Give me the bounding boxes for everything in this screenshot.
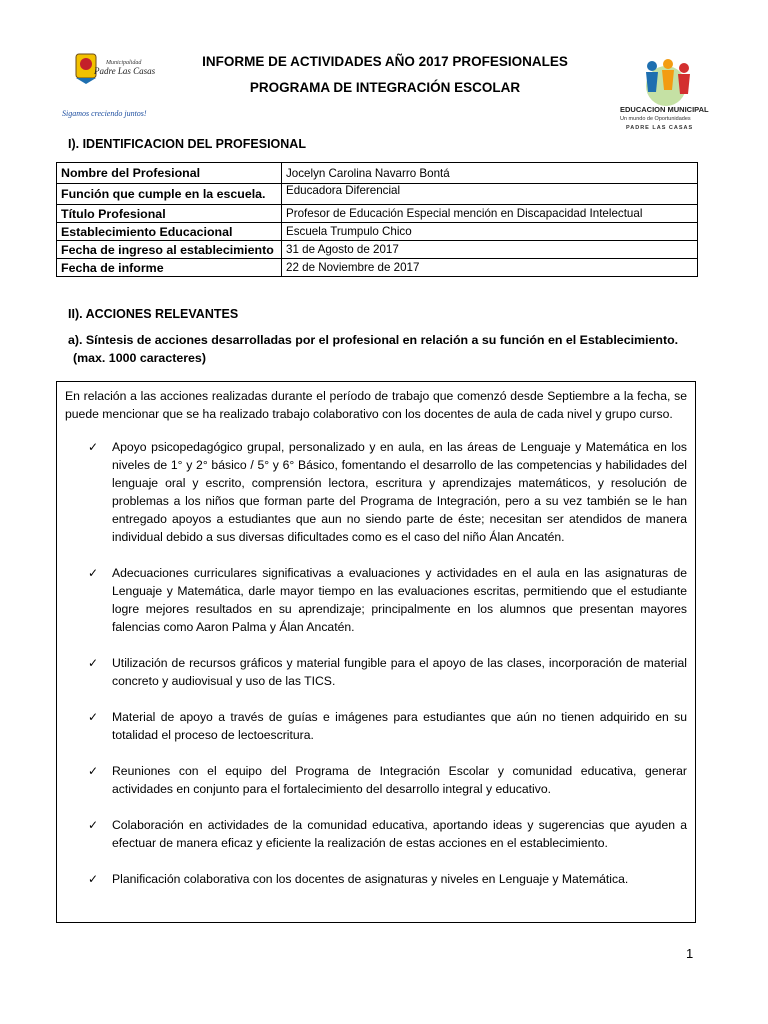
list-item (65, 870, 687, 888)
row-value: Profesor de Educación Especial mención en Discapacidad Intelectual (282, 205, 698, 223)
logo-slogan: Sigamos creciendo juntos! (62, 109, 147, 118)
list-item (65, 762, 687, 798)
list-item (65, 816, 687, 852)
checkmark-icon: ✓ (88, 764, 99, 778)
list-item-text: Reuniones con el equipo del Programa de Integración Escolar y comunidad educativa, generar actividades en conjunto para el fortalecimiento del desarrollo integral y educativo. (112, 764, 687, 796)
section2-heading: II). ACCIONES RELEVANTES (68, 307, 239, 321)
section2-char-limit: (max. 1000 caracteres) (73, 351, 206, 365)
report-title: INFORME DE ACTIVIDADES AÑO 2017 PROFESIONALES (202, 54, 568, 69)
row-label: Nombre del Profesional (57, 163, 282, 184)
checkmark-icon: ✓ (88, 872, 99, 886)
municipal-emblem-icon (76, 54, 96, 84)
municipalidad-logo (60, 50, 160, 122)
right-logo-line2: Un mundo de Oportunidades (620, 116, 691, 122)
row-label: Fecha de informe (57, 259, 282, 277)
list-item-text: Colaboración en actividades de la comunidad educativa, aportando ideas y sugerencias que ayuden a efectuar de manera eficaz y eficiente la realización de estas acciones en el establecimiento. (112, 818, 687, 850)
list-item-text: Material de apoyo a través de guías e imágenes para estudiantes que aún no tienen adquirido en su totalidad el proceso de lectoescritura. (112, 710, 687, 742)
row-label: Función que cumple en la escuela. (57, 184, 282, 205)
row-label: Fecha de ingreso al establecimiento (57, 241, 282, 259)
section2-subheading: a). Síntesis de acciones desarrolladas por el profesional en relación a su función en el Establecimiento. (68, 333, 679, 347)
right-logo-line1: EDUCACION MUNICIPAL (620, 105, 709, 114)
actions-intro: En relación a las acciones realizadas durante el período de trabajo que comenzó desde Septiembre a la fecha, se puede mencionar que se ha realizado trabajo colaborativo con los docentes de aula de cada nivel y grupo curso. (65, 389, 687, 421)
right-logo-line3: PADRE LAS CASAS (626, 125, 694, 131)
list-item (65, 708, 687, 744)
row-value: Jocelyn Carolina Navarro Bontá (282, 163, 698, 184)
row-value: Escuela Trumpulo Chico (282, 223, 698, 241)
checkmark-icon: ✓ (88, 440, 99, 454)
row-value: 31 de Agosto de 2017 (282, 241, 698, 259)
list-item-text: Apoyo psicopedagógico grupal, personalizado y en aula, en las áreas de Lenguaje y Matemática en los niveles de 1° y 2° básico / 5° y 6° Básico, fomentando el desarrollo de las competencias y habilidades del lenguaje oral y escrito, comprensión lectora, escritura y aprendizajes matemáticos, y resolución de problemas a los niños que forman parte del Programa de Integración, pero a su vez también se le han entregado apoyos a estudiantes que aun no siendo parte de éste; necesitan ser atendidos de manera individual debido a sus diversas dificultades como es el caso del niño Álan Ancatén. (112, 440, 687, 544)
table-row (57, 184, 698, 205)
table-row (57, 163, 698, 184)
checkmark-icon: ✓ (88, 566, 99, 580)
list-item (65, 654, 687, 690)
row-value: Educadora Diferencial (282, 184, 698, 205)
table-row (57, 241, 698, 259)
row-label: Título Profesional (57, 205, 282, 223)
program-title: PROGRAMA DE INTEGRACIÓN ESCOLAR (249, 80, 521, 95)
actions-list (65, 438, 687, 888)
table-row (57, 223, 698, 241)
logo-line2: Padre Las Casas (94, 66, 156, 76)
row-value: 22 de Noviembre de 2017 (282, 259, 698, 277)
section1-heading: I). IDENTIFICACION DEL PROFESIONAL (68, 137, 306, 151)
people-emblem-icon (646, 59, 690, 106)
row-label: Establecimiento Educacional (57, 223, 282, 241)
page-number: 1 (686, 946, 694, 961)
checkmark-icon: ✓ (88, 710, 99, 724)
list-item-text: Utilización de recursos gráficos y material fungible para el apoyo de las clases, incorporación de material concreto y audiovisual y uso de las TICS. (112, 656, 687, 688)
list-item-text: Planificación colaborativa con los docentes de asignaturas y niveles en Lenguaje y Matemática. (112, 872, 629, 886)
list-item-text: Adecuaciones curriculares significativas a evaluaciones y actividades en el aula en las asignaturas de Lenguaje y Matemática, darle mayor tiempo en las evaluaciones escritas, permitiendo que el estudiante logre mejores resultados en su aprendizaje; principalmente en los alumnos que presentan mayores falencias como Aaron Palma y Álan Ancatén. (112, 566, 687, 634)
educacion-municipal-logo (616, 56, 716, 134)
logo-line1: Municipalidad (106, 60, 142, 66)
table-row (57, 259, 698, 277)
checkmark-icon: ✓ (88, 818, 99, 832)
list-item (65, 564, 687, 636)
profile-table (56, 162, 698, 277)
table-row (57, 205, 698, 223)
actions-box (56, 381, 696, 923)
list-item (65, 438, 687, 546)
checkmark-icon: ✓ (88, 656, 99, 670)
